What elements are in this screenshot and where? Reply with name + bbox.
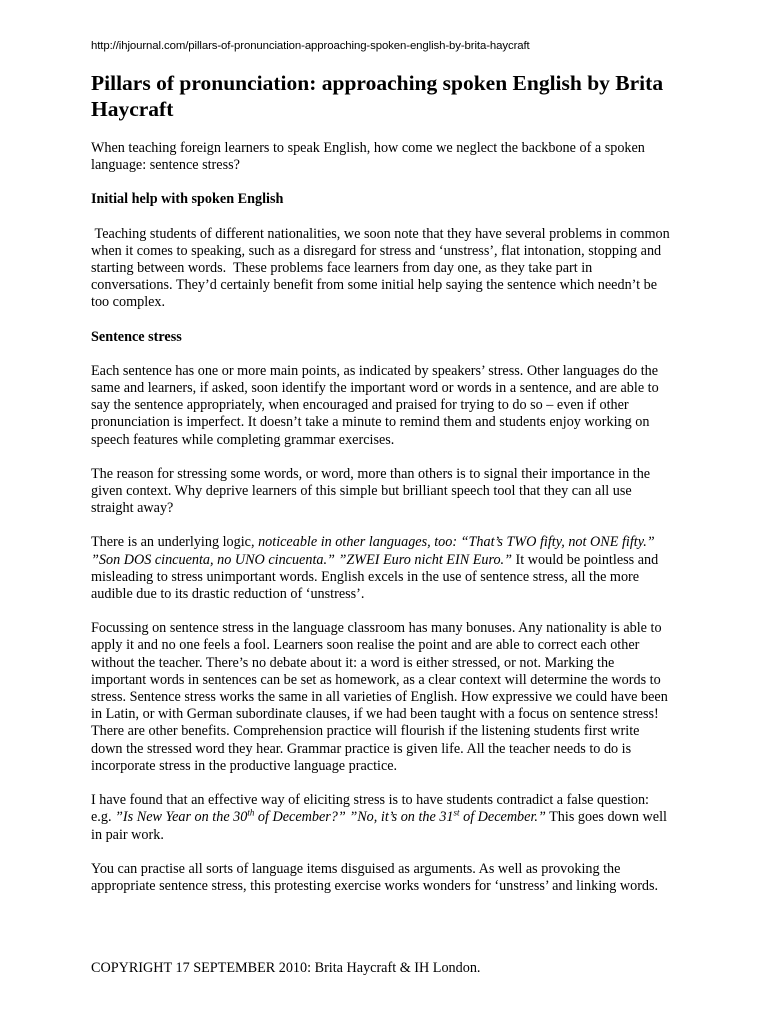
ordinal-suffix-th: th <box>247 807 255 818</box>
intro-paragraph: When teaching foreign learners to speak English, how come we neglect the backbone of a spoken language: sentence stress? <box>91 140 645 174</box>
document-page <box>91 38 673 912</box>
article-title: Pillars of pronunciation: approaching spoken English by Brita Haycraft <box>91 71 664 121</box>
paragraph-underlying-logic <box>91 534 673 603</box>
source-url: http://ihjournal.com/pillars-of-pronunciation-approaching-spoken-english-by-brita-haycraft <box>91 40 530 52</box>
eliciting-lead-text: I have found that an effective way of eliciting stress is to have students contradict a false question: e.g. <box>91 792 650 826</box>
logic-tail-text: It would be pointless and misleading to stress unimportant words. English excels in the use of sentence stress, all the more audible due to its drastic reduction of ‘unstress’. <box>91 551 659 603</box>
paragraph-initial-help: Teaching students of different nationalities, we soon note that they have several problems in common when it comes to speaking, such as a disregard for stress and ‘unstress’, flat intonation, stopping and starting between words. These problems face learners from day one, as they take part in conversations. They’d certainly benefit from some initial help saying the sentence which needn’t be too complex. <box>91 225 674 311</box>
paragraph-classroom-bonuses: Focussing on sentence stress in the language classroom has many bonuses. Any nationality is able to apply it and no one feels a fool. Learners soon realise the point and are able to correct each other without the teacher. There’s no debate about it: a word is either stressed, or not. Marking the important words in sentences can be set as homework, as a clear context will determine the words to stress. Sentence stress works the same in all varieties of English. How expressive we could have been in Latin, or with German subordinate clauses, if we had been taught with a focus on sentence stress! There are other benefits. Comprehension practice will flourish if the listening students first write down the stressed word they hear. Grammar practice is given life. All the teacher needs to do is incorporate stress in the productive language practice. <box>91 620 668 774</box>
paragraph-eliciting-stress <box>91 792 673 844</box>
logic-lead-text: There is an underlying logic, <box>91 534 259 551</box>
paragraph-arguments: You can practise all sorts of language items disguised as arguments. As well as provoking the appropriate sentence stress, this protesting exercise works wonders for ‘unstress’ and linking words. <box>91 860 659 894</box>
section-heading-initial-help: Initial help with spoken English <box>91 191 284 208</box>
ordinal-suffix-st: st <box>453 807 460 818</box>
paragraph-sentence-stress: Each sentence has one or more main points, as indicated by speakers’ stress. Other languages do the same and learners, if asked, soon identify the important word or words in a sentence, and are able to say the sentence appropriately, when encouraged and praised for trying to do so – even if other pronunciation is imperfect. It doesn’t take a minute to remind them and students enjoy working on speech features while completing grammar exercises. <box>91 362 659 448</box>
logic-examples-italic: noticeable in other languages, too: “That’s TWO fifty, not ONE fifty.” ”Son DOS cincuenta, no UNO cincuenta.” ”ZWEI Euro nicht EIN Euro.” <box>91 534 655 568</box>
example-answer: of December?” ”No, it’s on the 31 <box>254 809 454 826</box>
section-heading-sentence-stress: Sentence stress <box>91 328 182 345</box>
example-question: ”Is New Year on the 30 <box>115 809 248 826</box>
eliciting-tail-text: This goes down well in pair work. <box>91 809 667 843</box>
copyright-footer: COPYRIGHT 17 SEPTEMBER 2010: Brita Haycraft & IH London. <box>91 960 481 976</box>
paragraph-reason-for-stress: The reason for stressing some words, or word, more than others is to signal their importance in the given context. Why deprive learners of this simple but brilliant speech tool that they can all use straight away? <box>91 465 651 517</box>
example-answer-end: of December.” <box>459 809 546 826</box>
